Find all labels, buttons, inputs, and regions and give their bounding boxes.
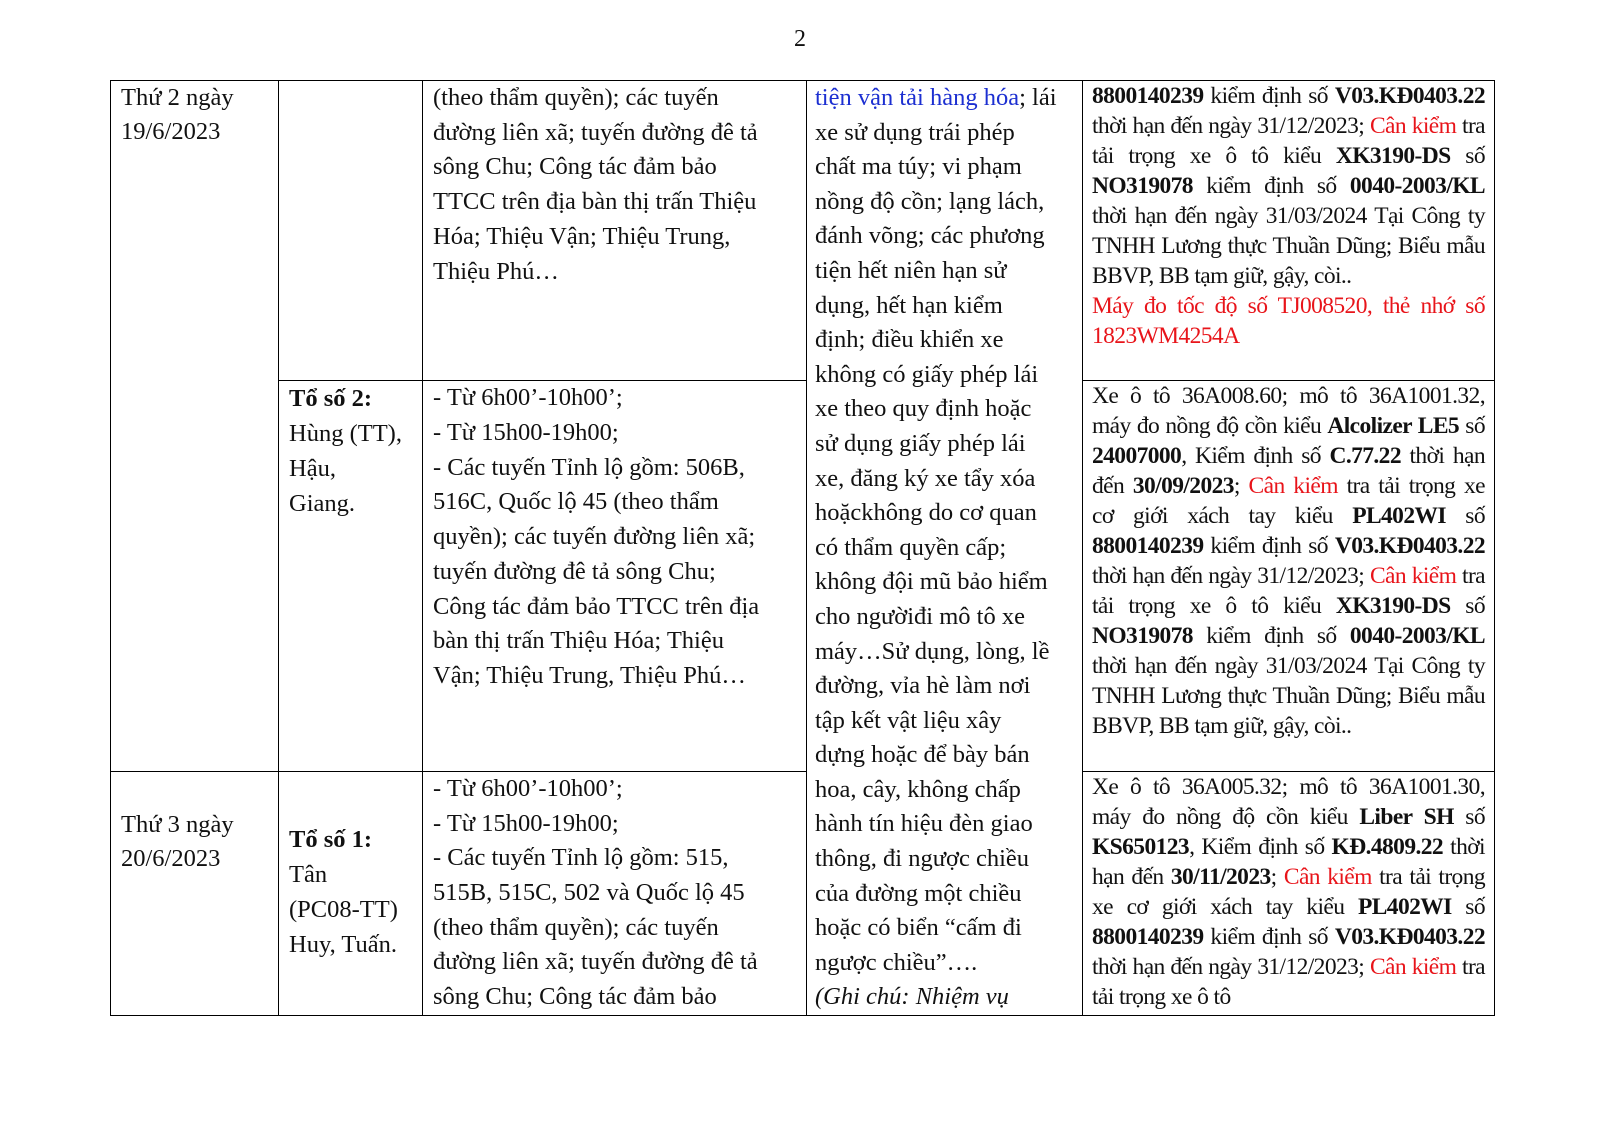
text-run: tra tải trọng xe cơ giới xách tay kiểu — [1092, 473, 1485, 530]
text-run: tập kết vật liệu xây — [815, 706, 1002, 734]
text-line — [815, 980, 1074, 1015]
text-run: ngược chiều”…. — [815, 948, 978, 976]
text-line: TTCC trên địa bàn thị trấn Thiệu — [433, 188, 757, 216]
text-run: dựng hoặc để bày bán — [815, 741, 1030, 769]
text-run: kiểm định số — [1192, 623, 1350, 650]
text-line — [815, 946, 1074, 981]
routes-text — [423, 381, 806, 693]
text-line — [815, 323, 1074, 358]
day-label: Thứ 2 ngày — [121, 84, 234, 111]
text-run: thời hạn đến ngày 31/12/2023; — [1092, 113, 1370, 139]
text-run: kiểm định số — [1203, 83, 1335, 109]
day-label: Thứ 3 ngày — [121, 810, 234, 838]
text-line: - Các tuyến Tỉnh lộ gồm: 515, — [433, 844, 729, 872]
text-run: hành tín hiệu đèn giao — [815, 810, 1033, 838]
text-line — [815, 531, 1074, 566]
text-run: , Kiểm định số — [1189, 833, 1332, 860]
equipment-paragraph — [1092, 772, 1485, 1012]
text-run: V03.KĐ0403.22 — [1334, 83, 1485, 109]
text-line — [815, 150, 1074, 185]
text-line — [815, 738, 1074, 773]
text-line — [815, 807, 1074, 842]
text-run: thông, đi ngược chiều — [815, 845, 1030, 873]
text-line — [815, 635, 1074, 670]
equipment-text — [1083, 381, 1494, 741]
text-run: Xe ô tô 36A008.60; mô tô 36A1001.32, máy đo nồng độ cồn kiểu — [1092, 383, 1485, 440]
text-run: đường, vỉa hè làm nơi — [815, 672, 1031, 700]
text-line: Hóa; Thiệu Vận; Thiệu Trung, — [433, 222, 731, 250]
text-line: - Từ 15h00-19h00; — [433, 809, 619, 837]
text-line — [815, 773, 1074, 808]
violations-cell — [807, 81, 1083, 1016]
text-run: không có giấy phép lái — [815, 360, 1039, 388]
routes-cell-row-1 — [423, 81, 807, 381]
equipment-cell-row-3 — [1083, 771, 1495, 1015]
text-run: 30/11/2023 — [1170, 863, 1271, 890]
text-line — [815, 877, 1074, 912]
speed-meter-note: Máy đo tốc độ số TJ008520, thẻ nhớ số 1823WM4254A — [1092, 293, 1485, 349]
text-line — [815, 81, 1074, 116]
text-run: 0040-2003/KL — [1349, 173, 1485, 199]
text-line — [815, 600, 1074, 635]
text-run: số — [1450, 143, 1485, 169]
text-run: 8800140239 — [1092, 923, 1204, 950]
text-run: PL402WI — [1357, 893, 1452, 920]
text-run: C.77.22 — [1329, 443, 1401, 470]
day-date: 20/6/2023 — [121, 844, 221, 872]
routes-text — [423, 772, 806, 1015]
text-run: thời hạn đến ngày 31/12/2023; — [1092, 953, 1370, 980]
routes-cell-row-3 — [423, 771, 807, 1015]
text-run: số — [1453, 803, 1485, 830]
text-run: NO319078 — [1092, 623, 1193, 650]
text-run: tra tải trọng xe ô tô — [1092, 953, 1485, 1010]
text-run: KĐ.4809.22 — [1331, 833, 1444, 860]
text-run: sử dụng giấy phép lái — [815, 429, 1026, 457]
text-line — [815, 842, 1074, 877]
team-member: Tân — [289, 860, 328, 888]
text-line — [815, 496, 1074, 531]
text-line: - Từ 6h00’-10h00’; — [433, 384, 623, 412]
team-member: Huy, Tuấn. — [289, 930, 398, 958]
text-line — [815, 427, 1074, 462]
text-line: Công tác đảm bảo TTCC trên địa — [433, 592, 760, 620]
equipment-cell-row-2 — [1083, 381, 1495, 771]
text-run: 0040-2003/KL — [1349, 623, 1485, 650]
text-line: quyền); các tuyến đường liên xã; — [433, 523, 756, 551]
text-line: (theo thẩm quyền); các tuyến — [433, 913, 719, 941]
equipment-paragraph — [1092, 381, 1485, 741]
team-cell-1 — [279, 771, 423, 1015]
text-run: 8800140239 — [1092, 83, 1204, 109]
text-run: thời hạn đến ngày 31/03/2024 Tại Công ty TNHH Lương thực Thuần Dũng; Biểu mẫu BBVP, BB tạm giữ, gậy, còi.. — [1092, 203, 1485, 289]
equipment-cell-row-1 — [1083, 81, 1495, 381]
text-line — [815, 669, 1074, 704]
text-run: xe, đăng ký xe tẩy xóa — [815, 464, 1036, 492]
text-run: số — [1450, 593, 1485, 620]
day-date: 19/6/2023 — [121, 118, 221, 145]
text-run: XK3190-DS — [1335, 143, 1451, 169]
text-line: tuyến đường đê tả sông Chu; — [433, 557, 716, 585]
text-line: đường liên xã; tuyến đường đê tả — [433, 948, 758, 976]
text-line — [815, 565, 1074, 600]
text-run: ; lái — [1019, 84, 1057, 111]
equipment-text — [1083, 81, 1494, 351]
text-run: nồng độ cồn; lạng lách, — [815, 187, 1045, 215]
text-run: thời hạn đến — [1092, 833, 1485, 890]
violations-text — [807, 81, 1082, 1015]
text-run: kiểm định số — [1192, 173, 1350, 199]
text-line — [815, 911, 1074, 946]
text-line: - Từ 6h00’-10h00’; — [433, 774, 623, 802]
text-run: thời hạn đến ngày 31/03/2024 Tại Công ty TNHH Lương thực Thuần Dũng; Biểu mẫu BBVP, BB tạm giữ, gậy, còi.. — [1092, 653, 1485, 740]
text-run: tiện vận tải hàng hóa — [815, 84, 1020, 111]
team-member: Hùng (TT), — [289, 420, 402, 448]
text-run: tra tải trọng xe ô tô kiểu — [1092, 113, 1485, 169]
text-run: hoa, cây, không chấp — [815, 775, 1021, 803]
text-run: thời hạn đến ngày 31/12/2023; — [1092, 563, 1370, 590]
text-line — [815, 116, 1074, 151]
text-run: Cân kiểm — [1369, 563, 1457, 590]
equipment-text — [1083, 772, 1494, 1012]
text-run: không đội mũ bảo hiểm — [815, 568, 1048, 596]
equipment-paragraph — [1092, 81, 1485, 291]
text-run: 24007000 — [1092, 443, 1182, 470]
text-run: thời hạn đến — [1092, 443, 1485, 500]
text-line: - Các tuyến Tỉnh lộ gồm: 506B, — [433, 453, 745, 481]
text-run: xe sử dụng trái phép — [815, 118, 1015, 146]
text-run: đánh võng; các phương — [815, 222, 1045, 250]
text-run: kiểm định số — [1203, 923, 1335, 950]
routes-cell-row-2 — [423, 381, 807, 771]
team-member: Hậu, — [289, 455, 336, 483]
text-line: sông Chu; Công tác đảm bảo — [433, 983, 717, 1011]
text-line: - Từ 15h00-19h00; — [433, 419, 619, 447]
day-cell-monday — [111, 81, 279, 772]
text-line: sông Chu; Công tác đảm bảo — [433, 153, 717, 181]
text-line: 516C, Quốc lộ 45 (theo thẩm — [433, 488, 719, 516]
text-line — [815, 185, 1074, 220]
text-run: Cân kiểm — [1369, 113, 1457, 139]
text-run: XK3190-DS — [1335, 593, 1451, 620]
text-run: số — [1445, 503, 1485, 530]
text-run: V03.KĐ0403.22 — [1334, 533, 1485, 560]
page-number: 2 — [794, 26, 806, 52]
text-run: định; điều khiển xe — [815, 326, 1004, 354]
text-run: xe theo quy định hoặc — [815, 395, 1032, 423]
text-run: Xe ô tô 36A005.32; mô tô 36A1001.30, máy đo nồng độ cồn kiểu — [1092, 773, 1485, 830]
text-run: kiểm định số — [1203, 533, 1335, 560]
text-line — [815, 254, 1074, 289]
text-run: Alcolizer LE5 — [1327, 413, 1460, 440]
text-run: Cân kiểm — [1369, 953, 1457, 980]
text-run: số — [1451, 893, 1485, 920]
text-run: Cân kiểm — [1248, 473, 1338, 500]
team-title: Tổ số 1: — [289, 825, 373, 853]
text-line: (theo thẩm quyền); các tuyến — [433, 84, 719, 111]
text-run: 8800140239 — [1092, 533, 1204, 560]
text-line: bàn thị trấn Thiệu Hóa; Thiệu — [433, 627, 724, 655]
text-run: có thẩm quyền cấp; — [815, 533, 1007, 561]
text-line: Vận; Thiệu Trung, Thiệu Phú… — [433, 661, 746, 689]
text-run: cho ngườiđi mô tô xe — [815, 602, 1025, 630]
text-line: 515B, 515C, 502 và Quốc lộ 45 — [433, 878, 745, 906]
text-run: hoặc có biển “cấm đi — [815, 914, 1022, 942]
text-run: Cân kiểm — [1283, 863, 1372, 890]
patrol-schedule-table — [110, 80, 1495, 1016]
text-run: số — [1459, 413, 1486, 440]
text-run: (Ghi chú: Nhiệm vụ — [815, 983, 1009, 1011]
text-run: NO319078 — [1092, 173, 1193, 199]
text-run: tra tải trọng xe cơ giới xách tay kiểu — [1092, 863, 1486, 920]
team-cell-2 — [279, 381, 423, 771]
text-run: của đường một chiều — [815, 879, 1022, 907]
text-run: PL402WI — [1352, 503, 1446, 530]
text-run: hoặckhông do cơ quan — [815, 499, 1037, 527]
text-line — [815, 358, 1074, 393]
text-run: , Kiểm định số — [1181, 443, 1330, 470]
text-run: chất ma túy; vi phạm — [815, 153, 1022, 181]
text-run: ; — [1270, 863, 1284, 890]
team-title: Tổ số 2: — [289, 385, 373, 413]
text-run: V03.KĐ0403.22 — [1334, 923, 1485, 950]
text-line — [815, 704, 1074, 739]
text-line: đường liên xã; tuyến đường đê tả — [433, 118, 758, 146]
day-cell-tuesday — [111, 771, 279, 1015]
text-line — [815, 462, 1074, 497]
text-line — [815, 392, 1074, 427]
routes-text — [423, 81, 806, 289]
text-run: tiện hết niên hạn sử — [815, 256, 1007, 284]
team-member: Giang. — [289, 490, 355, 518]
team-member: (PC08-TT) — [289, 895, 398, 923]
text-run: máy…Sử dụng, lòng, lề — [815, 637, 1050, 665]
text-run: 30/09/2023 — [1132, 473, 1234, 500]
text-line — [815, 289, 1074, 324]
team-cell-empty — [279, 81, 423, 381]
text-run: KS650123 — [1092, 833, 1190, 860]
text-line — [815, 219, 1074, 254]
text-run: tra tải trọng xe ô tô kiểu — [1092, 563, 1485, 620]
text-run: Liber SH — [1359, 803, 1454, 830]
text-run: dụng, hết hạn kiểm — [815, 291, 1003, 319]
text-run: ; — [1233, 473, 1249, 500]
text-line: Thiệu Phú… — [433, 257, 559, 285]
